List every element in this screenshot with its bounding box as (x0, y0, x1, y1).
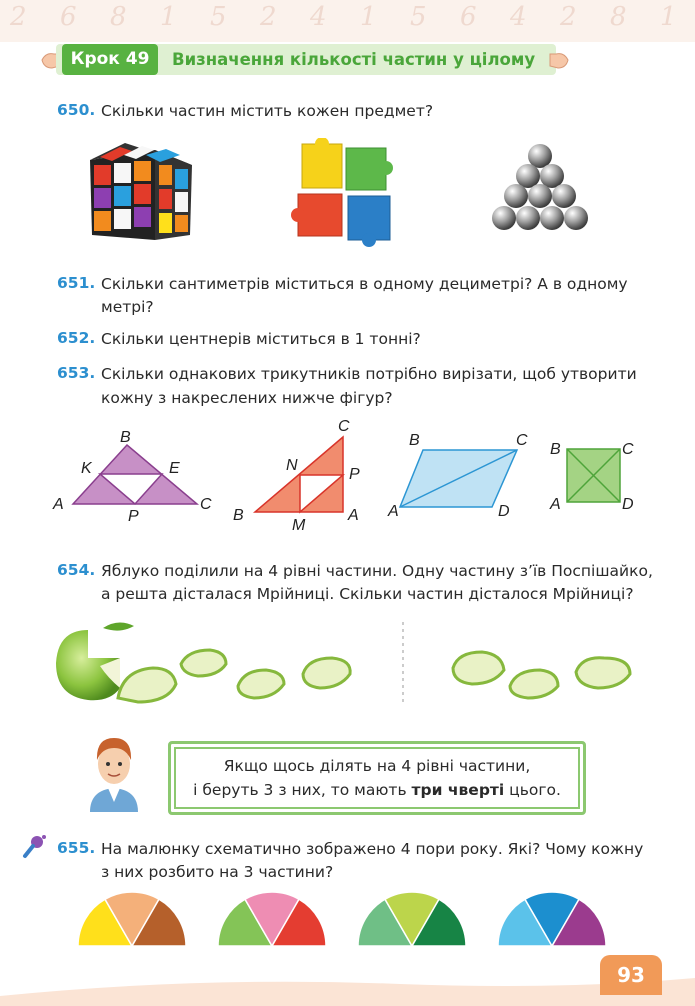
rule-line-2-bold: три чверті (411, 781, 505, 799)
fig4-label-a: A (550, 496, 561, 513)
fig3-label-c: C (516, 432, 528, 449)
task-653-number: 653. (57, 364, 96, 382)
season-semicircle-winter (78, 892, 186, 946)
microphone-icon (20, 833, 48, 861)
fig1-label-c: C (200, 496, 212, 513)
rule-line-1: Якщо щось ділять на 4 рівні частини, (223, 757, 531, 775)
task-651-number: 651. (57, 274, 96, 292)
step-badge: Крок 49 (62, 44, 158, 75)
task-655-line-1: На малюнку схематично зображено 4 пори року. Які? Чому кожну (101, 840, 644, 858)
rule-line-2 (171, 778, 583, 802)
task-650-text: Скільки частин містить кожен предмет? (101, 102, 434, 120)
task-651-line-1: Скільки сантиметрів міститься в одному дециметрі? А в одному (101, 275, 628, 293)
fig2-label-p: P (349, 466, 360, 483)
fig1-label-p: P (128, 508, 139, 525)
rule-box (168, 741, 586, 815)
fig1-label-k: K (81, 460, 92, 477)
fig2-label-b: B (233, 507, 244, 524)
figure-parallelogram (385, 428, 535, 523)
fig4-label-d: D (622, 496, 634, 513)
task-651-line-2: метрі? (101, 298, 154, 316)
task-655-number: 655. (57, 839, 96, 857)
figure-right-triangle (230, 415, 370, 535)
rubiks-cube-image (80, 135, 200, 250)
task-654-line-1: Яблуко поділили на 4 рівні частини. Одну частину з’їв Поспішайко, (101, 562, 653, 580)
fig1-label-b: B (120, 429, 131, 446)
page-number: 93 (600, 955, 662, 995)
fig2-label-m: M (292, 517, 306, 534)
task-652-text: Скільки центнерів міститься в 1 тонні? (101, 330, 421, 348)
season-semicircle-autumn (498, 892, 606, 946)
task-653-line-2: кожну з накреслених нижче фігур? (101, 389, 393, 407)
fig2-label-c: C (338, 418, 350, 435)
fig1-label-a: A (53, 496, 64, 513)
fig1-label-e: E (169, 460, 180, 477)
fig2-label-a: A (348, 507, 359, 524)
footer-wave (0, 966, 695, 1006)
seasons-diagram (70, 888, 630, 950)
fig4-label-c: C (622, 441, 634, 458)
figure-square-with-diagonals (545, 432, 645, 517)
rule-line-2-start: і беруть 3 з них, то мають (193, 781, 412, 799)
fig3-label-d: D (498, 503, 510, 520)
decorative-digits-strip: 2 6 8 1 5 2 4 1 5 6 4 2 8 1 (0, 0, 695, 42)
metal-balls-pyramid-image (488, 142, 593, 237)
fig3-label-a: A (388, 503, 399, 520)
task-650-number: 650. (57, 101, 96, 119)
puzzle-pieces-image (288, 138, 400, 248)
season-semicircle-summer (358, 892, 466, 946)
apple-slices-illustration (48, 618, 648, 708)
task-652-number: 652. (57, 329, 96, 347)
fig2-label-n: N (286, 457, 298, 474)
task-653-line-1: Скільки однакових трикутників потрібно вирізати, щоб утворити (101, 365, 637, 383)
season-semicircle-spring (218, 892, 326, 946)
boy-character-image (86, 732, 142, 812)
task-655-line-2: з них розбито на 3 частини? (101, 863, 334, 881)
task-654-line-2: а решта дісталася Мрійниці. Скільки частин дісталося Мрійниці? (101, 585, 634, 603)
fig4-label-b: B (550, 441, 561, 458)
page-title: Визначення кількості частин у цілому (172, 50, 536, 69)
task-654-number: 654. (57, 561, 96, 579)
rule-line-2-end: цього. (504, 781, 561, 799)
pointing-hand-right-icon (548, 48, 570, 72)
figure-triangle-abc (50, 425, 220, 525)
fig3-label-b: B (409, 432, 420, 449)
